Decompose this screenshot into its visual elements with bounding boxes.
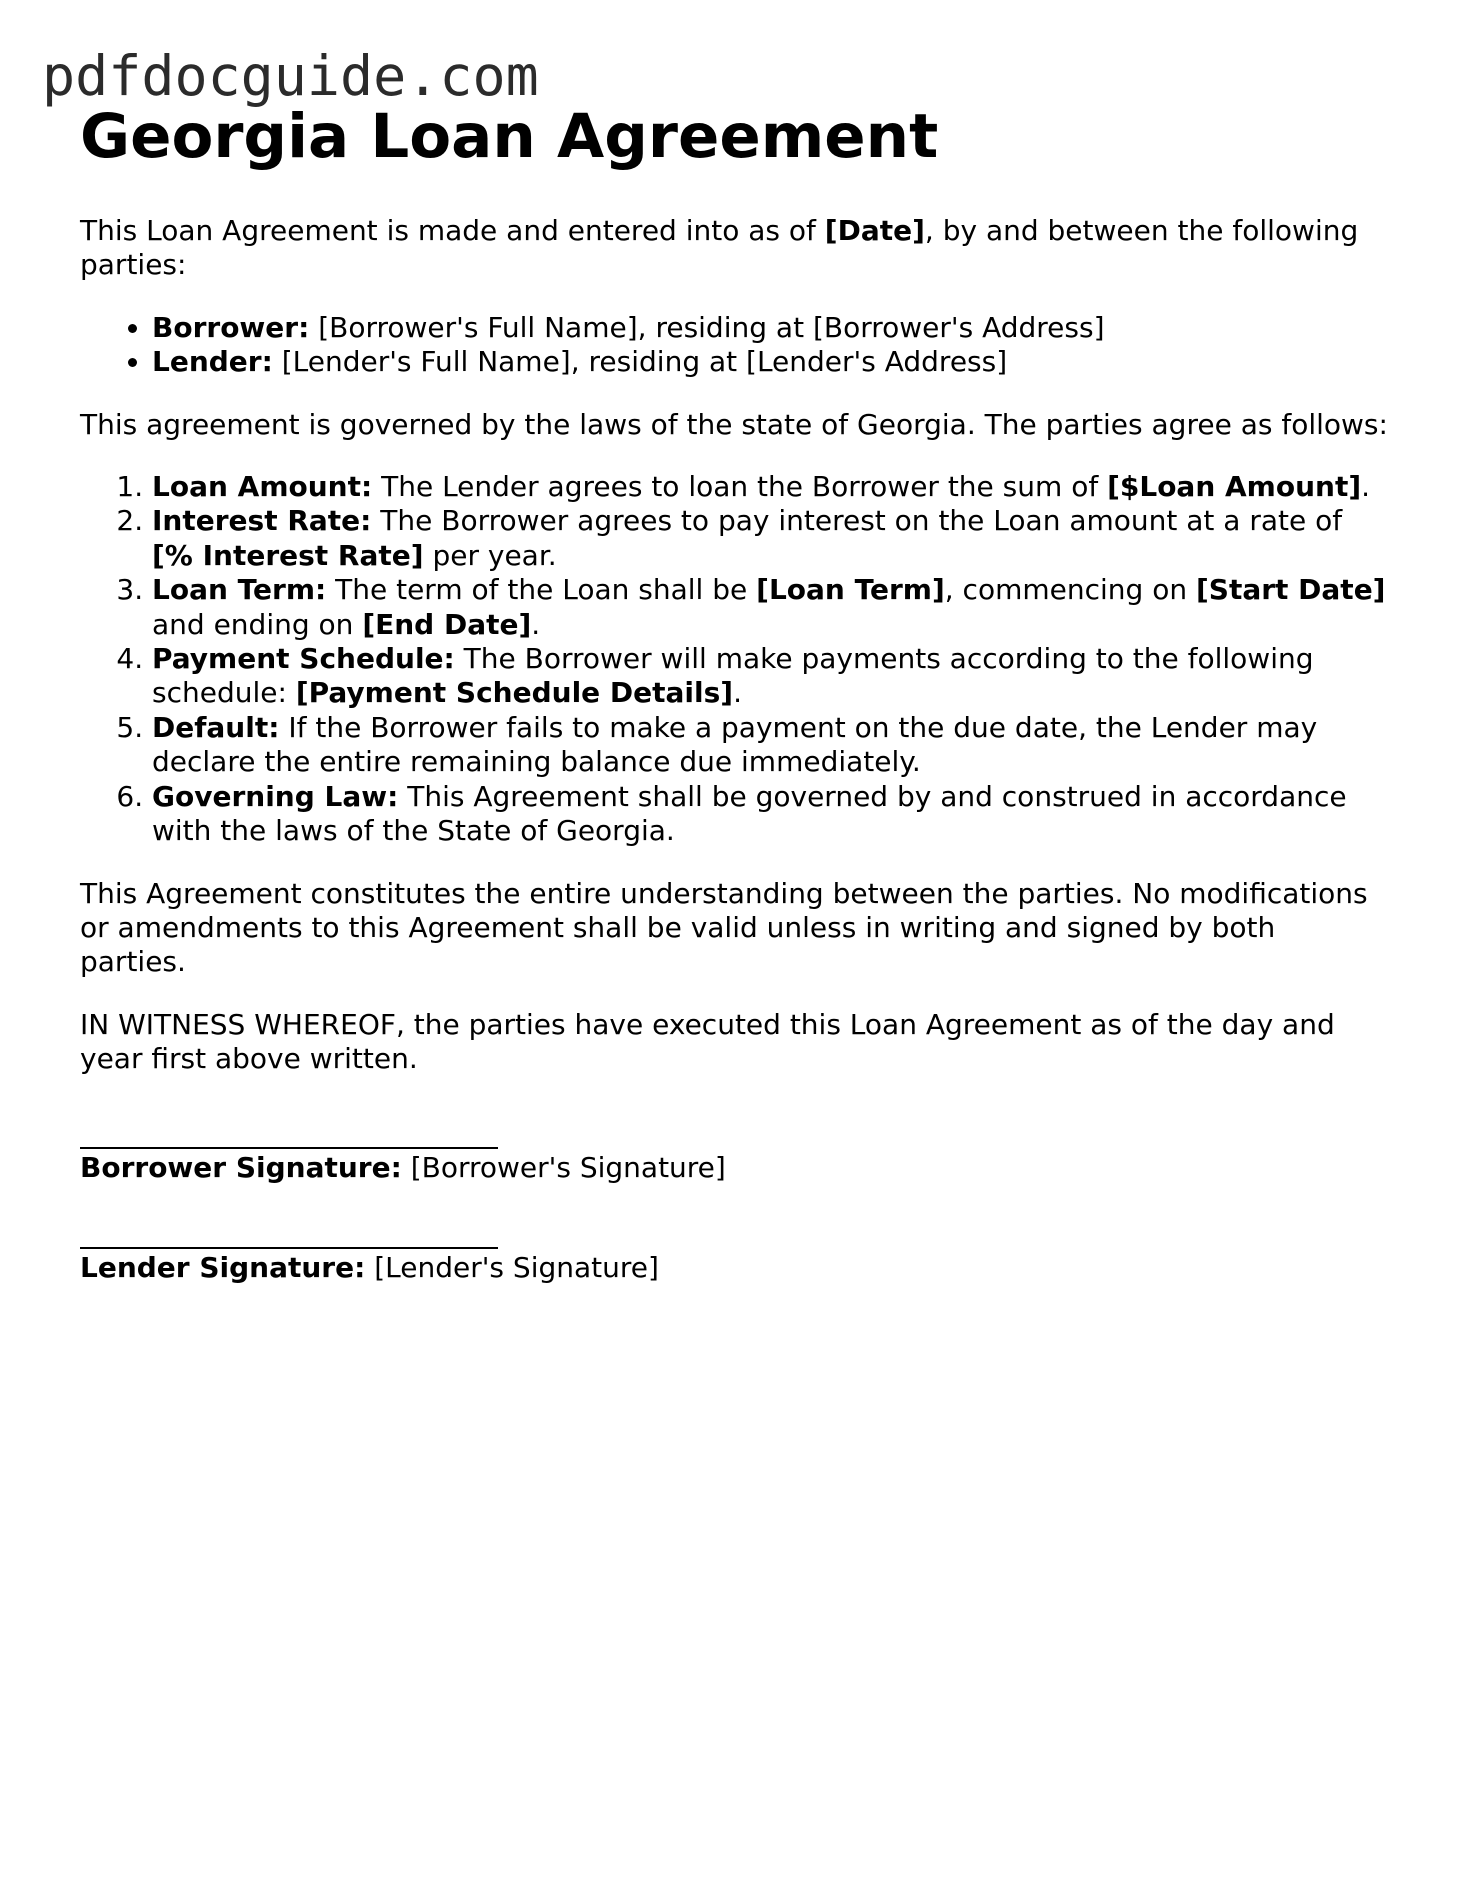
party-borrower-text: [Borrower's Full Name], residing at [Borrower's Address] <box>309 310 1105 344</box>
term-interest-rate <box>152 504 1390 573</box>
intro-text-after: , by and between the following parties: <box>80 214 1359 282</box>
term-default <box>152 711 1390 780</box>
end-date-placeholder: [End Date] <box>362 607 532 641</box>
borrower-signature-label: Borrower Signature: <box>80 1150 402 1184</box>
term-governing-law <box>152 780 1390 849</box>
party-lender <box>152 345 1390 379</box>
loan-amount-placeholder: [$Loan Amount] <box>1107 470 1362 504</box>
intro-paragraph <box>80 214 1390 283</box>
party-lender-label: Lender: <box>152 345 273 379</box>
lender-signature-placeholder: [Lender's Signature] <box>365 1250 659 1284</box>
document-page <box>80 100 1390 1285</box>
term-text: per year. <box>423 538 557 572</box>
start-date-placeholder: [Start Date] <box>1195 573 1386 607</box>
governed-paragraph: This agreement is governed by the laws of the state of Georgia. The parties agree as follows: <box>80 407 1388 441</box>
borrower-signature-block <box>80 1117 1390 1185</box>
intro-date-placeholder: [Date] <box>824 214 925 247</box>
terms-list <box>80 470 1390 848</box>
term-label: Loan Term: <box>152 573 327 607</box>
lender-signature-label: Lender Signature: <box>80 1250 366 1284</box>
term-label: Default: <box>152 710 280 744</box>
term-label: Governing Law: <box>152 779 399 813</box>
term-text: , commencing on <box>944 573 1196 607</box>
term-text: . <box>733 676 742 710</box>
intro-text-before: This Loan Agreement is made and entered into as of <box>80 214 825 247</box>
borrower-signature-caption <box>80 1151 1390 1185</box>
term-text: and ending on <box>152 607 363 641</box>
party-borrower <box>152 311 1390 345</box>
term-text: This Agreement shall be governed by and construed in accordance with the laws of the State of Georgia. <box>152 779 1347 848</box>
lender-signature-block <box>80 1217 1390 1285</box>
term-text: If the Borrower fails to make a payment on the due date, the Lender may declare the entire remaining balance due immediately. <box>152 710 1318 779</box>
term-label: Loan Amount: <box>152 470 373 504</box>
term-text: The term of the Loan shall be <box>326 573 757 607</box>
party-borrower-label: Borrower: <box>152 310 310 344</box>
lender-signature-line[interactable] <box>80 1217 498 1249</box>
term-label: Interest Rate: <box>152 504 372 538</box>
term-loan-term <box>152 573 1390 642</box>
term-text: . <box>531 607 541 641</box>
parties-list <box>80 311 1390 380</box>
page-title: Georgia Loan Agreement <box>80 101 939 172</box>
term-loan-amount <box>152 470 1390 504</box>
term-payment-schedule <box>152 642 1390 711</box>
term-text: The Lender agrees to loan the Borrower the sum of <box>372 470 1108 504</box>
borrower-signature-placeholder: [Borrower's Signature] <box>401 1150 726 1184</box>
entire-agreement-paragraph: This Agreement constitutes the entire understanding between the parties. No modifications or amendments to this Agreement shall be valid unless in writing and signed by both parties. <box>80 876 1368 979</box>
term-text: . <box>1361 470 1371 504</box>
interest-rate-placeholder: [% Interest Rate] <box>152 538 424 572</box>
payment-schedule-placeholder: [Payment Schedule Details] <box>295 676 734 710</box>
borrower-signature-line[interactable] <box>80 1117 498 1149</box>
loan-term-placeholder: [Loan Term] <box>756 573 945 607</box>
witness-paragraph: IN WITNESS WHEREOF, the parties have executed this Loan Agreement as of the day and year first above written. <box>80 1007 1335 1076</box>
watermark-text: pdfdocguide.com <box>42 44 539 108</box>
term-label: Payment Schedule: <box>152 642 455 676</box>
lender-signature-caption <box>80 1251 1390 1285</box>
party-lender-text: [Lender's Full Name], residing at [Lender's Address] <box>272 345 1008 379</box>
term-text: The Borrower will make payments according to the following schedule: <box>152 642 1314 710</box>
term-text: The Borrower agrees to pay interest on the Loan amount at a rate of <box>371 504 1343 538</box>
